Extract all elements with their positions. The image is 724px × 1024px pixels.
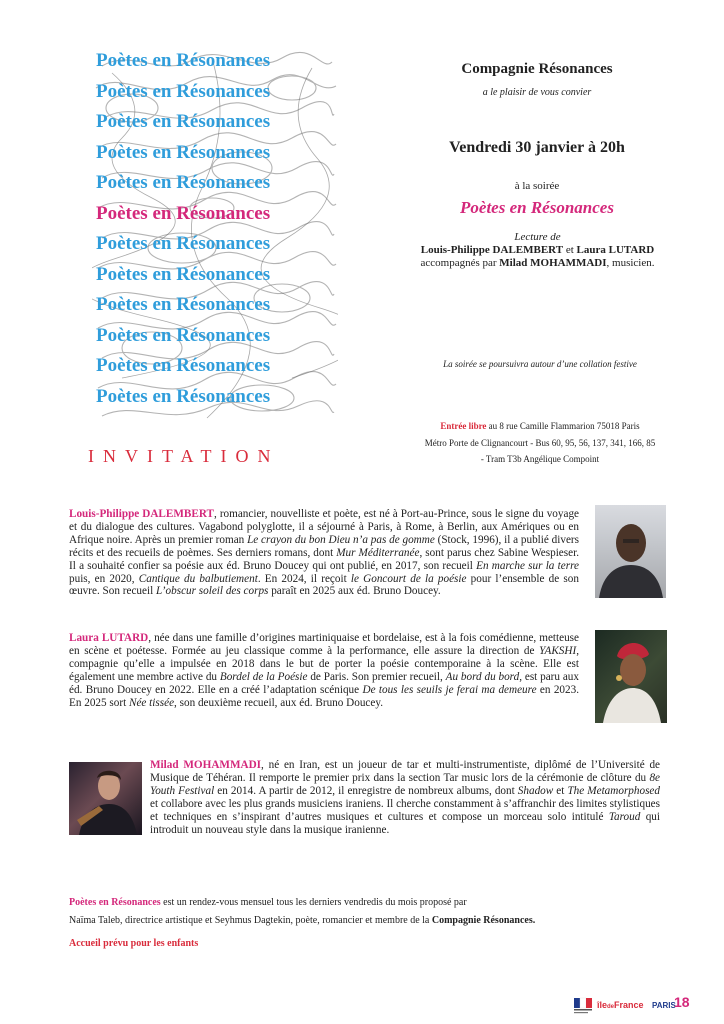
poster-title-line: Poètes en Résonances (96, 172, 271, 193)
free-entry-label: Entrée libre (440, 421, 487, 431)
paris-logo: PARIS (652, 1001, 676, 1010)
reading-and: et (563, 244, 577, 256)
bio-text: qui introduit un nouveau style dans la musique iranienne. (150, 810, 661, 836)
poster-title-line-highlight: Poètes en Résonances (96, 203, 271, 224)
poster-title-line: Poètes en Résonances (96, 264, 271, 285)
bio-text: (Stock, 1996), il a publié divers récits et des recueils de poèmes. Ses derniers romans, dont (69, 533, 580, 559)
logo-text: île (597, 1000, 608, 1010)
bio-text: en 2023. En 2025 sort (69, 683, 579, 709)
bio-text: pour l’ensemble de son œuvre. Son recueil (69, 572, 579, 598)
bio-lutard (69, 632, 579, 709)
mohammadi-photo (69, 762, 142, 835)
accompanied-line (375, 257, 700, 270)
poster-title-line: Poètes en Résonances (96, 294, 271, 315)
bio-text: , sont parus chez Sabine Wespieser. Il a souhaité confier sa poésie aux éd. Bruno Doucey qui ont publié, en 2017, son recueil (69, 546, 579, 572)
accompanied-suffix: , musicien. (606, 257, 655, 269)
show-title: De tous les seuils je ferai ma demeure (362, 683, 537, 696)
book-title: Mur Méditerranée (336, 546, 420, 559)
soiree-title: Poètes en Résonances (460, 198, 614, 217)
bio-dalembert (69, 508, 579, 598)
reader-1: Louis-Philippe DALEMBERT (420, 244, 564, 256)
ile-de-france-logo (597, 1000, 644, 1012)
accompanied-prefix: accompagnés par (420, 257, 500, 269)
reading-label: Lecture de (514, 231, 561, 243)
series-text: est un rendez-vous mensuel tous les derniers vendredis du mois proposé par (160, 897, 467, 908)
event-date: Vendredi 30 janvier à 20h (449, 139, 625, 156)
bio-mohammadi (150, 759, 660, 836)
book-title: En marche sur la terre (476, 559, 579, 572)
book-title: Cantique du balbutiement (138, 572, 258, 585)
collective-title: Bordel de la Poésie (219, 670, 308, 683)
mairie-18-logo: 18 (674, 994, 690, 1010)
address: au 8 rue Camille Flammarion 75018 Paris (486, 421, 640, 431)
children-welcome-note: Accueil prévu pour les enfants (69, 938, 199, 949)
tram-line: - Tram T3b Angélique Compoint (480, 454, 600, 464)
company-name: Compagnie Résonances (461, 61, 613, 77)
festival-title: 8e Youth Festival (150, 771, 660, 797)
poster (92, 48, 338, 428)
award-title: le Goncourt de la poésie (350, 572, 467, 585)
poster-title-line: Poètes en Résonances (96, 111, 271, 132)
piece-title: Taroud (608, 810, 641, 823)
collation-note: La soirée se poursuivra autour d’une collation festive (443, 359, 637, 369)
bio-text: , est paru aux éd. Bruno Doucey en 2022. Elle en a créé l’adaptation scénique (69, 670, 579, 696)
dalembert-photo (595, 505, 666, 598)
company-name-footer: Compagnie Résonances. (431, 915, 536, 926)
poster-title-line: Poètes en Résonances (96, 142, 271, 163)
reader-2: Laura LUTARD (576, 244, 655, 256)
book-title: Au bord du bord (445, 670, 520, 683)
bio-text: et (553, 784, 568, 797)
bio-text: de Paris. Son premier recueil, (307, 670, 446, 683)
poster-title-line: Poètes en Résonances (96, 325, 271, 346)
series-organizers: Naïma Taleb, directrice artistique et Seyhmus Dagtekin, poète, romancier et membre de la (69, 915, 432, 926)
album-title: The Metamorphosed (567, 784, 660, 797)
series-name: Poètes en Résonances (69, 897, 161, 908)
bio-text: . En 2024, il reçoit (257, 572, 351, 585)
bio-text: , né en Iran, est un joueur de tar et multi-instrumentiste, diplômé de l’Université de Musique de Téhéran. Il remporte le premier prix dans la section Tar music lors de la cérémonie de clôture du (150, 759, 660, 784)
soiree-label: à la soirée (514, 180, 560, 192)
bio-name: Milad MOHAMMADI (150, 759, 262, 771)
book-title: Née tissée (128, 696, 175, 709)
series-line-1 (69, 894, 689, 912)
poster-title-line: Poètes en Résonances (96, 386, 271, 407)
logo-text: de (607, 1004, 615, 1010)
address-line (390, 418, 690, 435)
tagline: a le plaisir de vous convier (482, 87, 592, 98)
book-title: L’obscur soleil des corps (156, 585, 269, 598)
lutard-photo (595, 630, 667, 723)
access-info (390, 418, 690, 468)
reading-block (375, 231, 700, 270)
book-title: Le crayon du bon Dieu n’a pas de gomme (247, 533, 435, 546)
poster-title-line: Poètes en Résonances (96, 233, 271, 254)
bio-name: Laura LUTARD (69, 632, 149, 644)
sponsor-logos (574, 994, 690, 1016)
series-description (69, 894, 689, 930)
bio-text: , son deuxième recueil, aux éd. Bruno Doucey. (174, 696, 384, 709)
bio-text: paraît en 2025 aux éd. Bruno Doucey. (268, 585, 441, 598)
bio-text: puis, en 2020, (69, 572, 139, 585)
musician-name: Milad MOHAMMADI (499, 257, 607, 269)
bio-text: et collabore avec les plus grands musiciens iraniens. Il cherche constamment à s’affranchir des limites stylistiques et techniques en s’inspirant d’autres musiques et cultures et compose un morceau solo intitulé (150, 797, 660, 823)
bio-text: en 2014. A partir de 2012, il enregistre de nombreux albums, dont (214, 784, 518, 797)
bio-text: , compagnie qu’elle a impulsée en 2018 dans le but de porter la poésie contemporaine à la scène. Elle est également une membre active du (69, 644, 579, 683)
poster-title-line: Poètes en Résonances (96, 355, 271, 376)
metro-line: Métro Porte de Clignancourt - Bus 60, 95, 56, 137, 341, 166, 85 (424, 437, 656, 448)
bio-name: Louis-Philippe DALEMBERT (69, 508, 214, 520)
bio-text: , née dans une famille d’origines martiniquaise et bordelaise, est à la fois comédienne, metteuse en scène et poétesse. Formée au jeu classique comme à la performance, elle assure la direction de (69, 632, 580, 657)
bio-text: , romancier, nouvelliste et poète, est né à Port-au-Prince, sous le signe du voyage et du dialogue des cultures. Vagabond polyglotte, il a séjourné à Paris, à Rome, à Berlin, aux Amériques ou en Afrique noire. Après un premier roman (69, 508, 580, 546)
reading-names (375, 244, 700, 257)
invitation-heading: INVITATION (88, 446, 280, 466)
series-line-2 (69, 912, 689, 930)
logo-text: France (614, 1000, 644, 1010)
company-title: YAKSHI (539, 644, 577, 657)
poster-title-line: Poètes en Résonances (96, 81, 271, 102)
album-title: Shadow (517, 784, 554, 797)
poster-title-line: Poètes en Résonances (96, 50, 271, 71)
